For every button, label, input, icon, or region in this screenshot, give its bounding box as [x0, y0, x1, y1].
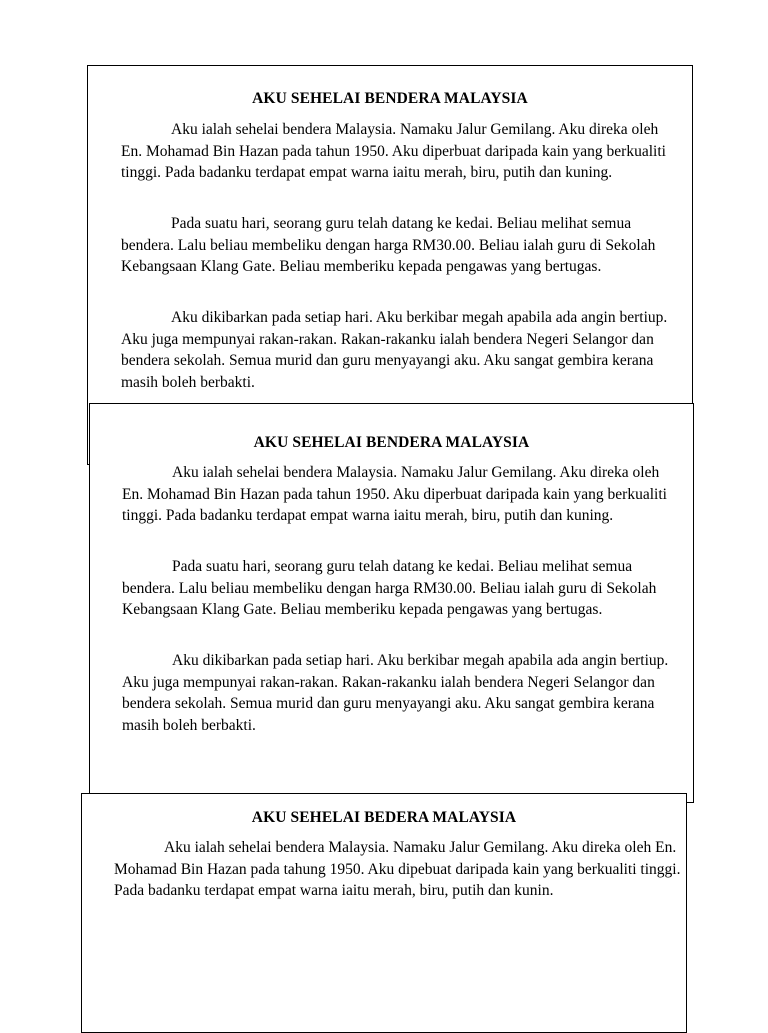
essay-paragraph: Pada suatu hari, seorang guru telah datang ke kedai. Beliau melihat semua bendera. Lalu beliau membeliku dengan harga RM30.00. Beliau ialah guru di Sekolah Kebangsaan Klang Gate. Beliau memberiku kepada pengawas yang bertugas. [122, 558, 657, 619]
essay-title: AKU SEHELAI BENDERA MALAYSIA [252, 90, 528, 107]
essay-paragraph: Aku dikibarkan pada setiap hari. Aku berkibar megah apabila ada angin bertiup. Aku juga mempunyai rakan-rakan. Rakan-rakanku ialah bendera Negeri Selangor dan bendera sekolah. Semua murid dan guru menyayangi aku. Aku sangat gembira kerana masih boleh berbakti. [121, 309, 668, 392]
essay-title: AKU SEHELAI BENDERA MALAYSIA [253, 434, 530, 451]
essay-paragraph: Aku dikibarkan pada setiap hari. Aku berkibar megah apabila ada angin bertiup. Aku juga mempunyai rakan-rakan. Rakan-rakanku ialah bendera Negeri Selangor dan bendera sekolah. Semua murid dan guru menyayangi aku. Aku sangat gembira kerana masih boleh berbakti. [122, 652, 669, 735]
essay-paragraph: Aku ialah sehelai bendera Malaysia. Namaku Jalur Gemilang. Aku direka oleh En. Mohamad Bin Hazan pada tahun 1950. Aku diperbuat daripada kain yang berkualiti tinggi. Pada badanku terdapat empat warna iaitu merah, biru, putih dan kuning. [121, 121, 666, 182]
essay-paragraph: Aku ialah sehelai bendera Malaysia. Namaku Jalur Gemilang. Aku direka oleh En. Mohamad Bin Hazan pada tahun 1950. Aku diperbuat daripada kain yang berkualiti tinggi. Pada badanku terdapat empat warna iaitu merah, biru, putih dan kuning. [122, 464, 667, 525]
essay-box-3 [81, 793, 687, 1033]
essay-paragraph: Aku ialah sehelai bendera Malaysia. Namaku Jalur Gemilang. Aku direka oleh En. Mohamad Bin Hazan pada tahung 1950. Aku dipebuat daripada kain yang berkualiti tinggi. Pada badanku terdapat empat warna iaitu merah, biru, putih dan kunin. [114, 839, 681, 900]
essay-box-2 [89, 403, 694, 803]
essay-paragraph: Pada suatu hari, seorang guru telah datang ke kedai. Beliau melihat semua bendera. Lalu beliau membeliku dengan harga RM30.00. Beliau ialah guru di Sekolah Kebangsaan Klang Gate. Beliau memberiku kepada pengawas yang bertugas. [121, 215, 656, 276]
essay-title: AKU SEHELAI BEDERA MALAYSIA [251, 809, 517, 826]
